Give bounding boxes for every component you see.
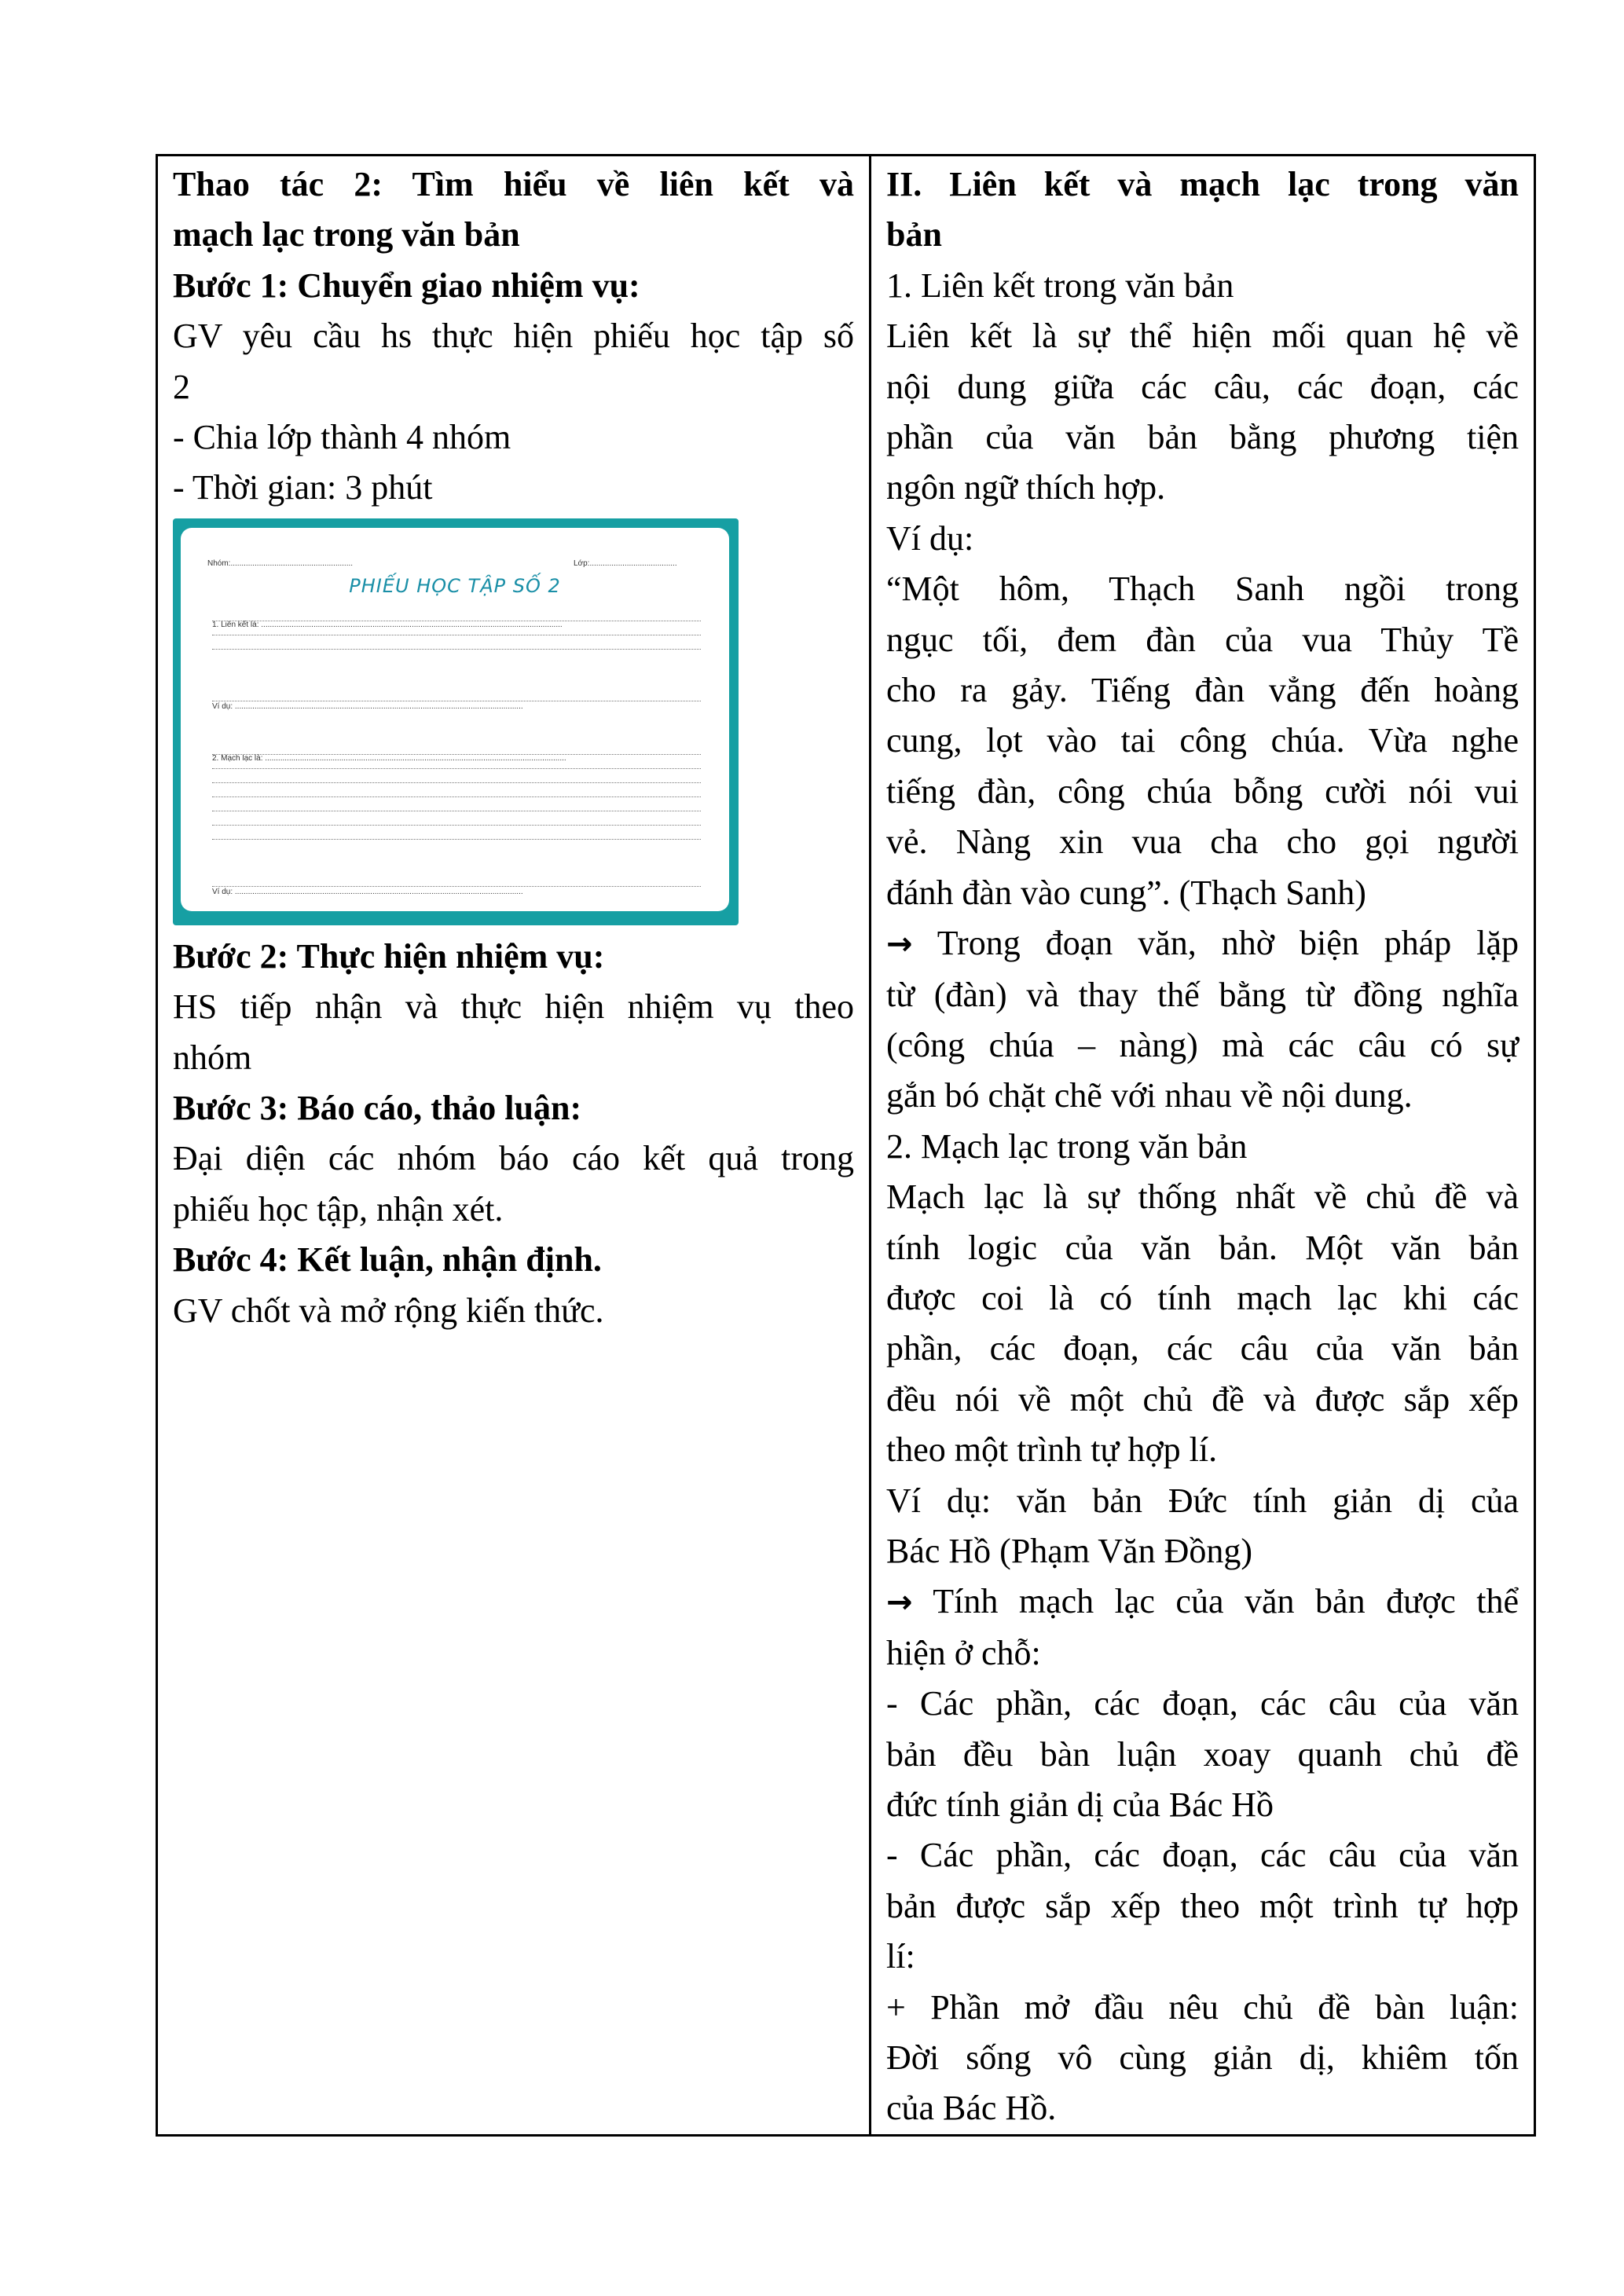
analysis-line xyxy=(886,918,1519,969)
activity-column xyxy=(157,156,871,2136)
step1-title: Bước 1: Chuyển giao nhiệm vụ: xyxy=(173,265,640,305)
bullet-line: của Bác Hồ. xyxy=(886,2089,1057,2128)
step2-text: HS tiếp nhận và thực hiện nhiệm vụ theo xyxy=(173,987,854,1027)
analysis-text: Trong đoạn văn, nhờ biện pháp lặp xyxy=(937,924,1519,963)
definition-line: theo một trình tự hợp lí. xyxy=(886,1430,1218,1470)
quote-line: cung, lọt vào tai công chúa. Vừa nghe xyxy=(886,721,1519,760)
bullet-line: - Các phần, các đoạn, các câu của văn xyxy=(886,1836,1519,1875)
step1-text: GV yêu cầu hs thực hiện phiếu học tập số xyxy=(173,317,854,356)
activity-heading: Thao tác 2: Tìm hiểu về liên kết và xyxy=(173,165,854,203)
subsection-1-title: 1. Liên kết trong văn bản xyxy=(886,265,1234,305)
step3-text-cont: phiếu học tập, nhận xét. xyxy=(173,1189,504,1229)
bullet-line: bản đều bàn luận xoay quanh chủ đề xyxy=(886,1734,1519,1774)
quote-line: tiếng đàn, công chúa bỗng cười nói vui xyxy=(886,771,1519,811)
worksheet-line xyxy=(212,782,701,783)
quote-line: cho ra gảy. Tiếng đàn vẳng đến hoàng xyxy=(886,671,1519,710)
worksheet-line xyxy=(212,886,701,887)
definition-line: tính logic của văn bản. Một văn bản xyxy=(886,1228,1519,1267)
arrow-right-icon: → xyxy=(886,1584,913,1621)
step1-text-cont: 2 xyxy=(173,367,190,406)
arrow-right-icon: → xyxy=(886,926,913,963)
worksheet-line xyxy=(212,768,701,769)
worksheet-line xyxy=(212,649,701,650)
worksheet-image xyxy=(173,518,739,925)
quote-line: ngục tối, đem đàn của vua Thủy Tề xyxy=(886,620,1519,659)
worksheet-name-field: Nhóm:........................................................ xyxy=(207,558,354,568)
section-heading: II. Liên kết và mạch lạc trong văn xyxy=(886,165,1519,203)
quote-line: đánh đàn vào cung”. (Thạch Sanh) xyxy=(886,873,1366,912)
bullet-line: - Các phần, các đoạn, các câu của văn xyxy=(886,1684,1519,1723)
definition-line: được coi là có tính mạch lạc khi các xyxy=(886,1278,1519,1317)
analysis-line: hiện ở chỗ: xyxy=(886,1633,1041,1672)
worksheet-item-2: 2. Mạch lạc là: .......................................................................................................................................... xyxy=(212,753,566,763)
analysis-line: gắn bó chặt chẽ với nhau về nội dung. xyxy=(886,1076,1413,1115)
bullet-line: + Phần mở đầu nêu chủ đề bàn luận: xyxy=(886,1987,1519,2027)
section-heading-cont: bản xyxy=(886,215,942,255)
definition-line: nội dung giữa các câu, các đoạn, các xyxy=(886,367,1519,406)
analysis-line xyxy=(886,1576,1519,1628)
definition-line: Mạch lạc là sự thống nhất về chủ đề và xyxy=(886,1177,1519,1217)
worksheet-line xyxy=(212,796,701,797)
worksheet-example-1: Ví dụ: .................................................................................................................................... xyxy=(212,701,523,711)
definition-line: ngôn ngữ thích hợp. xyxy=(886,468,1166,507)
worksheet-line xyxy=(212,825,701,826)
step1-group: - Chia lớp thành 4 nhóm xyxy=(173,418,511,457)
analysis-line: (công chúa – nàng) mà các câu có sự xyxy=(886,1025,1519,1064)
definition-line: phần của văn bản bằng phương tiện xyxy=(886,418,1519,457)
quote-line: “Một hôm, Thạch Sanh ngồi trong xyxy=(886,569,1519,609)
step2-text-cont: nhóm xyxy=(173,1038,252,1077)
lesson-table xyxy=(156,154,1536,2137)
example-label: Ví dụ: xyxy=(886,518,974,558)
definition-line: Liên kết là sự thể hiện mối quan hệ về xyxy=(886,317,1519,356)
step4-title: Bước 4: Kết luận, nhận định. xyxy=(173,1240,602,1280)
step3-title: Bước 3: Báo cáo, thảo luận: xyxy=(173,1089,582,1128)
bullet-line: Đời sống vô cùng giản dị, khiêm tốn xyxy=(886,2038,1519,2078)
analysis-line: từ (đàn) và thay thế bằng từ đồng nghĩa xyxy=(886,975,1519,1014)
worksheet-title: PHIẾU HỌC TẬP SỐ 2 xyxy=(349,574,561,597)
bullet-line: bản được sắp xếp theo một trình tự hợp xyxy=(886,1886,1519,1925)
step3-text: Đại diện các nhóm báo cáo kết quả trong xyxy=(173,1139,854,1178)
worksheet-example-2: Ví dụ: .................................................................................................................................... xyxy=(212,887,523,896)
definition-line: phần, các đoạn, các câu của văn bản xyxy=(886,1329,1519,1368)
bullet-line: lí: xyxy=(886,1937,915,1976)
worksheet-class-field: Lớp:........................................ xyxy=(574,558,677,568)
step4-text: GV chốt và mở rộng kiến thức. xyxy=(173,1291,604,1330)
worksheet-paper xyxy=(181,528,729,911)
worksheet-line xyxy=(212,754,701,755)
example-line: Bác Hồ (Phạm Văn Đồng) xyxy=(886,1531,1252,1570)
table-row xyxy=(157,156,1535,2136)
bullet-line: đức tính giản dị của Bác Hồ xyxy=(886,1785,1274,1824)
analysis-text: Tính mạch lạc của văn bản được thể xyxy=(933,1582,1519,1621)
worksheet-line xyxy=(212,839,701,840)
step2-title: Bước 2: Thực hiện nhiệm vụ: xyxy=(173,936,605,976)
subsection-2-title: 2. Mạch lạc trong văn bản xyxy=(886,1126,1248,1166)
example-line: Ví dụ: văn bản Đức tính giản dị của xyxy=(886,1481,1519,1520)
content-column xyxy=(871,156,1535,2136)
quote-line: vẻ. Nàng xin vua cha cho gọi người xyxy=(886,822,1519,862)
worksheet-item-1: 1. Liên kết là: .......................................................................................................................................... xyxy=(212,620,563,629)
step1-time: - Thời gian: 3 phút xyxy=(173,468,433,507)
activity-heading-cont: mạch lạc trong văn bản xyxy=(173,215,520,255)
definition-line: đều nói về một chủ đề và được sắp xếp xyxy=(886,1379,1519,1419)
